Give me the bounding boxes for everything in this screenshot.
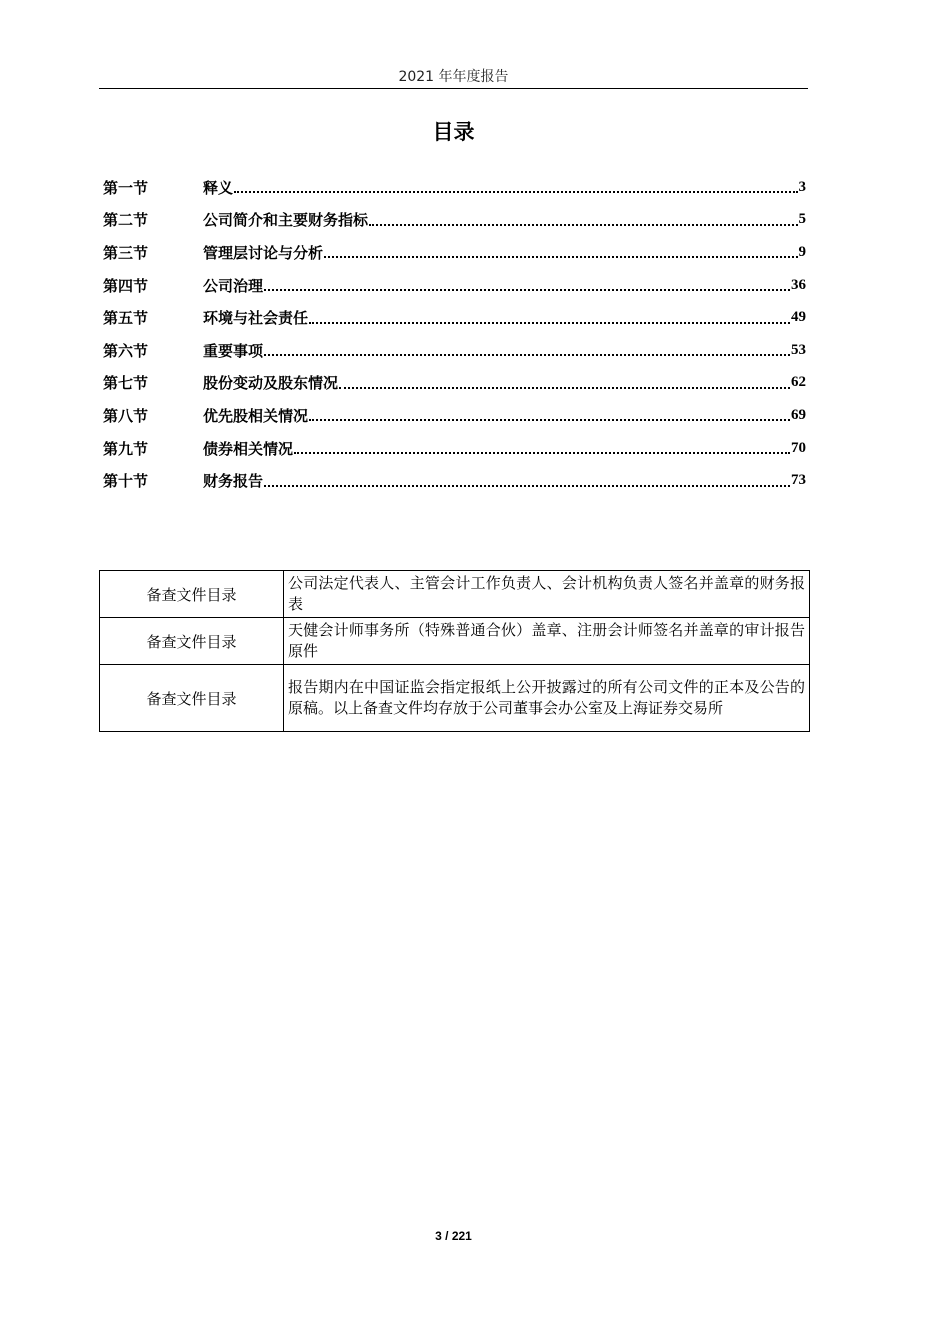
toc-section-name: 公司简介和主要财务指标 bbox=[203, 211, 369, 230]
toc-section-number: 第七节 bbox=[103, 374, 149, 393]
toc-section-name: 优先股相关情况 bbox=[203, 406, 309, 425]
toc-section-number: 第五节 bbox=[103, 309, 149, 328]
toc-entry[interactable] bbox=[103, 301, 806, 334]
page-number: 3 / 221 bbox=[435, 1229, 472, 1243]
table-row bbox=[100, 665, 810, 732]
toc-page-number: 9 bbox=[798, 243, 806, 260]
toc-section-name: 管理层讨论与分析 bbox=[203, 243, 324, 262]
toc-dot-leader bbox=[264, 289, 790, 291]
toc-section-name: 重要事项 bbox=[203, 341, 264, 360]
toc-section-name: 财务报告 bbox=[203, 472, 264, 491]
table-row bbox=[100, 618, 810, 665]
toc-title: 目录 bbox=[432, 120, 475, 144]
toc-entry[interactable] bbox=[103, 236, 806, 269]
toc-section-number: 第二节 bbox=[103, 211, 149, 230]
toc-section-number: 第十节 bbox=[103, 472, 149, 491]
toc-page-number: 36 bbox=[791, 276, 806, 293]
toc-dot-leader bbox=[309, 322, 790, 324]
toc-section-number: 第三节 bbox=[103, 243, 149, 262]
toc-section-name: 债券相关情况 bbox=[203, 439, 294, 458]
toc-section-name: 股份变动及股东情况 bbox=[203, 374, 339, 393]
toc-section-name: 环境与社会责任 bbox=[203, 309, 309, 328]
toc-page-number: 49 bbox=[791, 309, 806, 326]
toc-entry[interactable] bbox=[103, 399, 806, 432]
toc-section-number: 第四节 bbox=[103, 276, 149, 295]
toc-entry[interactable] bbox=[103, 204, 806, 237]
toc-entry[interactable] bbox=[103, 171, 806, 204]
toc-section-number: 第八节 bbox=[103, 406, 149, 425]
toc-page-number: 5 bbox=[798, 211, 806, 228]
table-row bbox=[100, 571, 810, 618]
toc-dot-leader bbox=[369, 224, 797, 226]
header-rule bbox=[99, 88, 808, 89]
toc-entry[interactable] bbox=[103, 367, 806, 400]
toc-section-number: 第九节 bbox=[103, 439, 149, 458]
reference-description: 公司法定代表人、主管会计工作负责人、会计机构负责人签名并盖章的财务报表 bbox=[284, 571, 810, 618]
toc-page-number: 3 bbox=[798, 178, 806, 195]
toc-section-number: 第一节 bbox=[103, 178, 149, 197]
toc-dot-leader bbox=[324, 256, 797, 258]
toc-page-number: 73 bbox=[791, 472, 806, 489]
toc-page-number: 62 bbox=[791, 374, 806, 391]
reference-label: 备查文件目录 bbox=[100, 665, 284, 732]
running-header: 2021 年年度报告 bbox=[398, 69, 509, 85]
toc-section-number: 第六节 bbox=[103, 341, 149, 360]
toc-entry[interactable] bbox=[103, 464, 806, 497]
toc-dot-leader bbox=[264, 354, 790, 356]
toc-dot-leader bbox=[309, 419, 790, 421]
toc-dot-leader bbox=[339, 387, 790, 389]
toc-page-number: 70 bbox=[791, 439, 806, 456]
toc-section-name: 释义 bbox=[203, 178, 234, 197]
table-of-contents bbox=[103, 171, 806, 497]
toc-page-number: 69 bbox=[791, 406, 806, 423]
toc-dot-leader bbox=[294, 452, 790, 454]
toc-entry[interactable] bbox=[103, 334, 806, 367]
reference-description: 报告期内在中国证监会指定报纸上公开披露过的所有公司文件的正本及公告的原稿。以上备查文件均存放于公司董事会办公室及上海证券交易所 bbox=[284, 665, 810, 732]
reference-label: 备查文件目录 bbox=[100, 618, 284, 665]
toc-entry[interactable] bbox=[103, 269, 806, 302]
reference-label: 备查文件目录 bbox=[100, 571, 284, 618]
toc-page-number: 53 bbox=[791, 341, 806, 358]
toc-dot-leader bbox=[234, 191, 797, 193]
toc-dot-leader bbox=[264, 485, 790, 487]
reference-description: 天健会计师事务所（特殊普通合伙）盖章、注册会计师签名并盖章的审计报告原件 bbox=[284, 618, 810, 665]
toc-section-name: 公司治理 bbox=[203, 276, 264, 295]
toc-entry[interactable] bbox=[103, 432, 806, 465]
reference-documents-table bbox=[99, 570, 810, 732]
